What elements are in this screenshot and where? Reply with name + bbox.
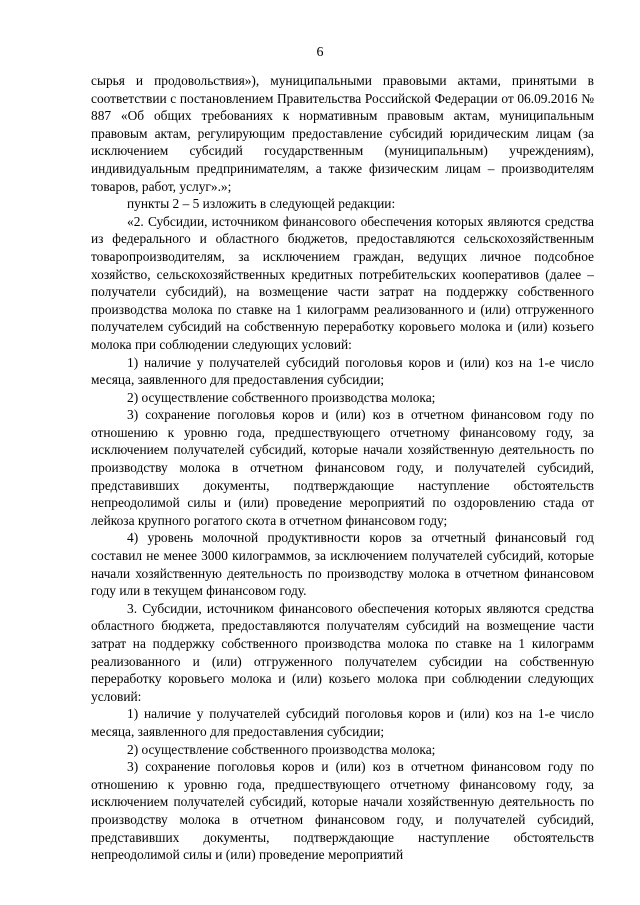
paragraph-clause-3-condition-2: 2) осуществление собственного производства молока; bbox=[127, 741, 436, 757]
paragraph-clause-3-condition-3: 3) сохранение поголовья коров и (или) коз в отчетном финансовом году по отношению к уровню года, предшествующего отчетному финансовому году, за исключением получателей субсидий, которые начали хозяйственную деятельность по производству молока в отчетном финансовом году, и получателей субсидий, представивших документы, подтверждающие наступление обстоятельств непреодолимой силы и (или) проведение мероприятий bbox=[91, 759, 594, 863]
paragraph-clause-2-condition-3: 3) сохранение поголовья коров и (или) коз в отчетном финансовом году по отношению к уровню года, предшествующего отчетному финансовому году, за исключением получателей субсидий, которые начали хозяйственную деятельность по производству молока в отчетном финансовом году, и получателей субсидий, представивших документы, подтверждающие наступление обстоятельств непреодолимой силы и (или) проведение мероприятий по оздоровлению стада от лейкоза крупного рогатого скота в отчетном финансовом году; bbox=[91, 407, 594, 528]
paragraph-clause-2-condition-1: 1) наличие у получателей субсидий поголовья коров и (или) коз на 1-е число месяца, заявленного для предоставления субсидии; bbox=[91, 354, 594, 388]
paragraph-clause-3: 3. Субсидии, источником финансового обеспечения которых являются средства областного бюджета, предоставляются получателям субсидий на возмещение части затрат на поддержку собственного производства молока по ставке на 1 килограмм реализованного и (или) отгруженного получателем субсидии на собственную переработку коровьего молока и (или) козьего молока при соблюдении следующих условий: bbox=[91, 600, 594, 704]
document-body bbox=[91, 72, 594, 864]
paragraph-clause-2-condition-2: 2) осуществление собственного производства молока; bbox=[127, 389, 436, 405]
paragraph-amendment-intro: пункты 2 – 5 изложить в следующей редакции: bbox=[127, 196, 396, 212]
page-number: 6 bbox=[316, 45, 324, 60]
paragraph-continuation: сырья и продовольствия»), муниципальными правовыми актами, принятыми в соответствии с постановлением Правительства Российской Федерации от 06.09.2016 № 887 «Об общих требованиях к нормативным правовым актам, муниципальным правовым актам, регулирующим предоставление субсидий юридическим лицам (за исключением субсидий государственным (муниципальным) учреждениям), индивидуальным предпринимателям, а также физическим лицам – производителям товаров, работ, услуг».»; bbox=[91, 73, 594, 194]
paragraph-clause-2-condition-4: 4) уровень молочной продуктивности коров за отчетный финансовый год составил не менее 3000 килограммов, за исключением получателей субсидий, которые начали хозяйственную деятельность по производству молока в отчетном финансовом году или в текущем финансовом году. bbox=[91, 530, 594, 599]
paragraph-clause-3-condition-1: 1) наличие у получателей субсидий поголовья коров и (или) коз на 1-е число месяца, заявленного для предоставления субсидии; bbox=[91, 706, 594, 739]
paragraph-clause-2: «2. Субсидии, источником финансового обеспечения которых являются средства из федерального и областного бюджетов, предоставляются сельскохозяйственным товаропроизводителям, за исключением граждан, ведущих личное подсобное хозяйство, сельскохозяйственных кредитных потребительских кооперативов (далее – получатели субсидий), на возмещение части затрат на поддержку собственного производства молока по ставке на 1 килограмм реализованного и (или) отгруженного получателем субсидий на собственную переработку коровьего молока и (или) козьего молока при соблюдении следующих условий: bbox=[91, 213, 594, 352]
